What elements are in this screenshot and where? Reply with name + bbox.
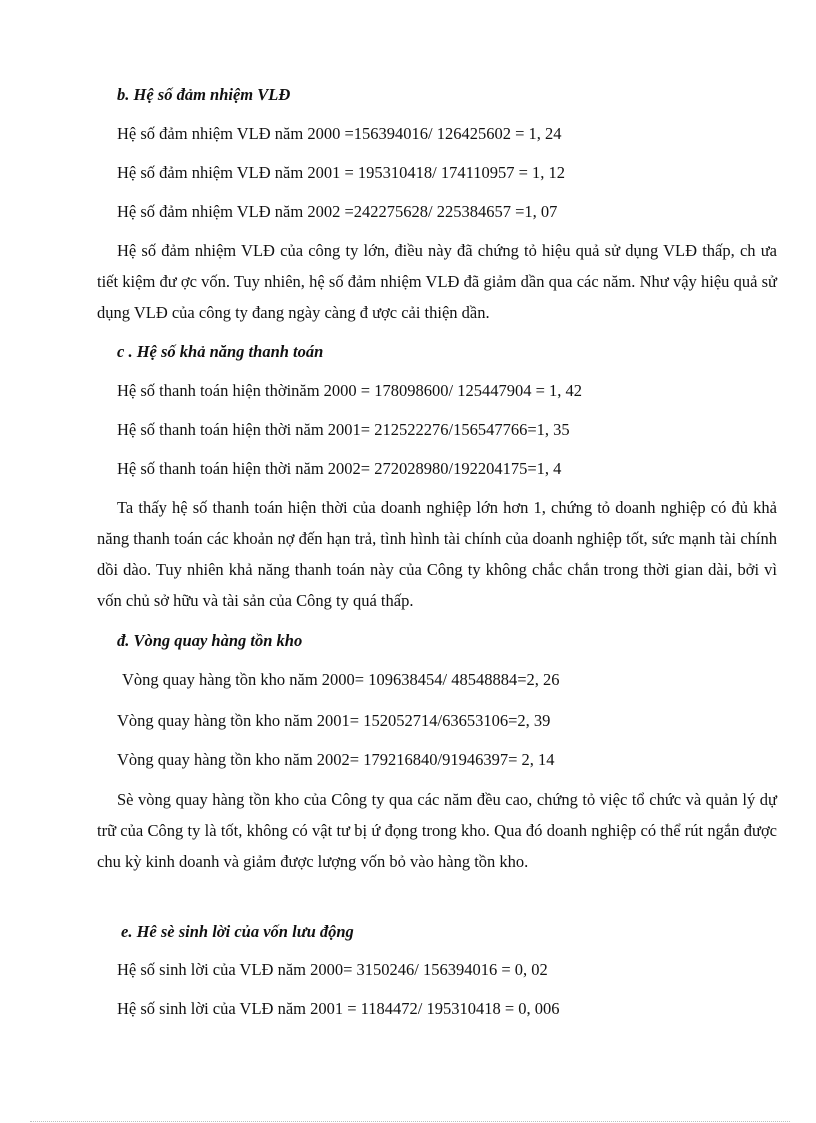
paragraph-c: Ta thấy hệ số thanh toán hiện thời của doanh nghiệp lớn hơn 1, chứng tỏ doanh nghiệp có đủ khả năng thanh toán các khoản nợ đến hạn trả, tình hình tài chính của doanh nghiệp tốt, sức mạnh tài chính dồi dào. Tuy nhiên khả năng thanh toán này của Công ty không chắc chắn trong thời gian dài, bởi vì vốn chủ sở hữu và tài sản của Công ty quá thấp. bbox=[97, 498, 777, 610]
formula-line: Vòng quay hàng tồn kho năm 2002= 179216840/91946397= 2, 14 bbox=[117, 750, 555, 769]
formula-line: Hệ số đảm nhiệm VLĐ năm 2002 =242275628/ 225384657 =1, 07 bbox=[117, 202, 558, 221]
formula-line: Hệ số đảm nhiệm VLĐ năm 2001 = 195310418/ 174110957 = 1, 12 bbox=[117, 163, 566, 182]
heading-d: đ. Vòng quay hàng tồn kho bbox=[117, 631, 303, 650]
formula-line: Vòng quay hàng tồn kho năm 2001= 152052714/63653106=2, 39 bbox=[117, 711, 551, 730]
formula-line: Hệ số thanh toán hiện thời năm 2001= 212522276/156547766=1, 35 bbox=[117, 420, 570, 439]
formula-line: Hệ số sinh lời của VLĐ năm 2001 = 1184472/ 195310418 = 0, 006 bbox=[117, 999, 560, 1018]
page-bottom-rule bbox=[30, 1121, 790, 1122]
formula-line: Hệ số đảm nhiệm VLĐ năm 2000 =156394016/ 126425602 = 1, 24 bbox=[117, 124, 562, 143]
paragraph-b: Hệ số đảm nhiệm VLĐ của công ty lớn, điều này đã chứng tỏ hiệu quả sử dụng VLĐ thấp, ch ưa tiết kiệm đư ợc vốn. Tuy nhiên, hệ số đảm nhiệm VLĐ đã giảm dần qua các năm. Như vậy hiệu quả sử dụng VLĐ của công ty đang ngày càng đ ược cải thiện dần. bbox=[97, 241, 777, 322]
heading-c: c . Hệ số khả năng thanh toán bbox=[117, 342, 324, 361]
formula-line: Hệ số sinh lời của VLĐ năm 2000= 3150246/ 156394016 = 0, 02 bbox=[117, 960, 548, 979]
formula-line: Hệ số thanh toán hiện thời năm 2002= 272028980/192204175=1, 4 bbox=[117, 459, 562, 478]
heading-b: b. Hệ số đảm nhiệm VLĐ bbox=[117, 85, 291, 104]
formula-line: Hệ số thanh toán hiện thờinăm 2000 = 178098600/ 125447904 = 1, 42 bbox=[117, 381, 583, 400]
heading-e: e. Hê sè sinh lời của vốn lưu động bbox=[121, 922, 354, 941]
paragraph-d: Sè vòng quay hàng tồn kho của Công ty qua các năm đều cao, chứng tỏ việc tổ chức và quản lý dự trữ của Công ty là tốt, không có vật tư bị ứ đọng trong kho. Qua đó doanh nghiệp có thể rút ngắn được chu kỳ kinh doanh và giảm được lượng vốn bỏ vào hàng tồn kho. bbox=[97, 790, 777, 871]
formula-line: Vòng quay hàng tồn kho năm 2000= 109638454/ 48548884=2, 26 bbox=[122, 670, 560, 689]
